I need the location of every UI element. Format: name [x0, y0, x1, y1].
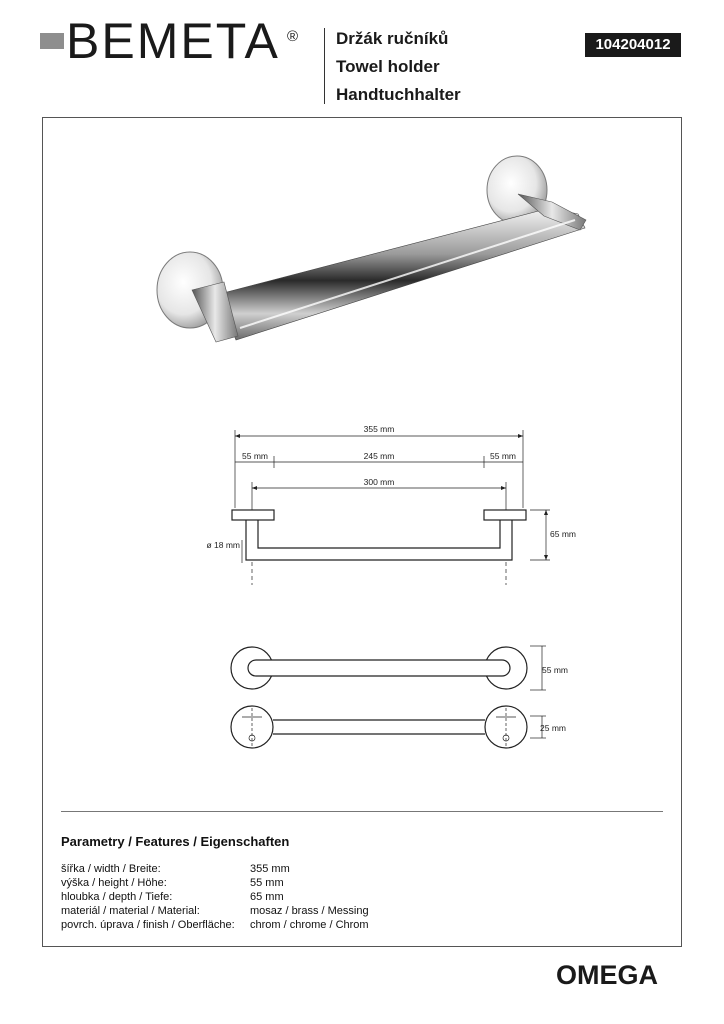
- spec-value: 355 mm: [250, 863, 290, 875]
- dim-flange: 25 mm: [540, 723, 566, 733]
- dim-height: 55 mm: [542, 665, 568, 675]
- title-english: Towel holder: [336, 57, 440, 76]
- technical-drawing: [190, 420, 590, 770]
- series-name: OMEGA: [556, 960, 659, 990]
- dim-mount-left: 55 mm: [242, 451, 268, 461]
- dim-mount-spacing: 300 mm: [363, 477, 395, 487]
- dim-depth: 65 mm: [550, 529, 576, 539]
- title-separator: [324, 28, 325, 104]
- spec-value: 65 mm: [250, 891, 284, 903]
- title-czech: Držák ručníků: [336, 29, 449, 48]
- dim-bar-length: 245 mm: [363, 451, 395, 461]
- dim-mount-right: 55 mm: [490, 451, 516, 461]
- spec-label: povrch. úprava / finish / Oberfläche:: [61, 919, 235, 931]
- features-title: Parametry / Features / Eigenschaften: [61, 834, 290, 849]
- spec-value: 55 mm: [250, 877, 284, 889]
- brand-logo: BEMETA: [66, 13, 280, 69]
- registered-mark: ®: [287, 28, 299, 45]
- spec-label: výška / height / Höhe:: [61, 877, 167, 889]
- product-code: 104204012: [585, 33, 681, 57]
- dim-width-total: 355 mm: [363, 424, 395, 434]
- spec-value: mosaz / brass / Messing: [250, 905, 369, 917]
- spec-value: chrom / chrome / Chrom: [250, 919, 369, 931]
- product-photo: [120, 150, 600, 350]
- features-divider: [61, 811, 663, 812]
- spec-label: hloubka / depth / Tiefe:: [61, 891, 173, 903]
- title-german: Handtuchhalter: [336, 85, 461, 104]
- spec-label: materiál / material / Material:: [61, 905, 200, 917]
- dim-diameter: ø 18 mm: [206, 540, 240, 550]
- logo-square: [40, 33, 64, 49]
- spec-label: šířka / width / Breite:: [61, 863, 161, 875]
